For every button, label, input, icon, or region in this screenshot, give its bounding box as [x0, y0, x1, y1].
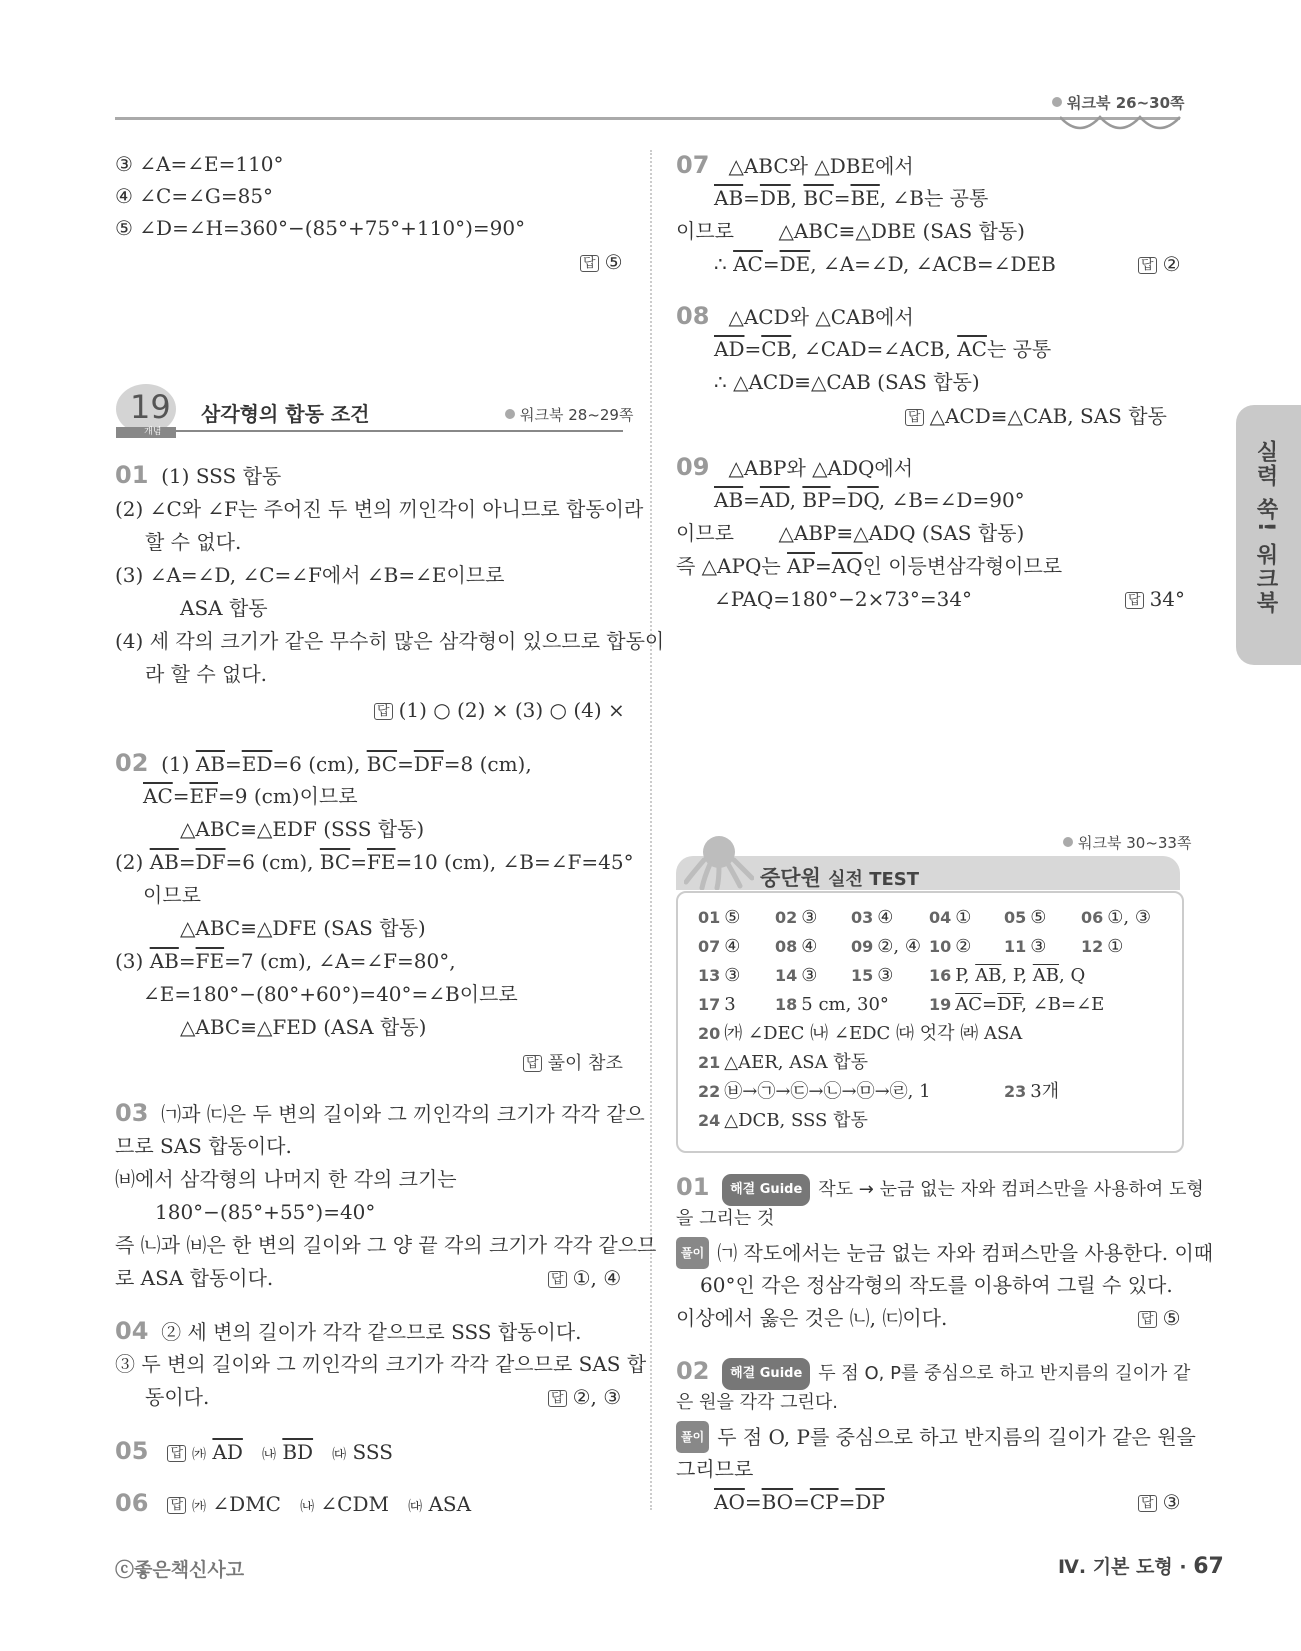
section-ref	[505, 404, 633, 425]
problem-04-line1	[115, 1316, 582, 1347]
item-number: 21	[698, 1053, 721, 1072]
problem-08-line3: ∴ △ACD≡△CAB (SAS 합동)	[714, 370, 980, 394]
r02-answer	[1138, 1487, 1181, 1517]
header-ref-text: 워크북 26~30쪽	[1067, 94, 1185, 112]
t: ㈀과 ㈂은 두 변의 길이와 그 끼인각의 크기가 각각 같으	[161, 1102, 645, 1126]
problem-01-answer	[374, 695, 625, 725]
side-tab-label: 실력 쑥! 워크북	[1253, 440, 1278, 616]
problem-04-line3: 동이다.	[145, 1385, 210, 1409]
seg: $\overline{CB}$	[761, 337, 792, 361]
section-number: 19	[130, 388, 171, 426]
t: =	[762, 252, 780, 276]
item-value: ①, ③	[1107, 907, 1151, 928]
t: ∴	[714, 252, 734, 276]
seg: $\overline{BC}$	[366, 752, 398, 776]
problem-02-line9: △ABC≡△FED (ASA 합동)	[180, 1015, 427, 1039]
problem-08-line2	[714, 334, 1051, 364]
problem-09-line1	[676, 452, 913, 483]
footer-publisher: ⓒ좋은책신사고	[115, 1559, 245, 1581]
t: =10 (cm), ∠B=∠F=45°	[395, 850, 634, 874]
problem-09-answer	[1125, 584, 1185, 614]
test-ref	[1063, 832, 1191, 853]
test-ref-text: 워크북 30~33쪽	[1078, 834, 1192, 852]
seg: $\overline{DB}$	[759, 186, 791, 210]
problem-07-line2: $\overline{AB}=\overline{DB}$, $\overline{BC}=\overline{BE}$, ∠B는 공통	[714, 186, 989, 210]
item-number: 08	[775, 937, 798, 956]
label: ㈏	[261, 1447, 276, 1463]
t: △ACD와 △CAB에서	[728, 305, 914, 329]
column-divider	[650, 150, 652, 1510]
t: =	[744, 337, 762, 361]
t: 인 이등변삼각형이므로	[862, 554, 1063, 578]
item-number: 14	[775, 966, 798, 985]
problem-number: 06	[115, 1489, 149, 1517]
answer-mark: 답	[523, 1055, 542, 1072]
item-value: △DCB, SSS 합동	[724, 1110, 868, 1131]
text: (1) SSS 합동	[161, 464, 282, 488]
bullet-icon	[1063, 837, 1073, 847]
problem-09-line3	[676, 518, 1024, 548]
value: SSS	[352, 1440, 393, 1464]
item-number: 10	[929, 937, 952, 956]
problem-02-line4	[115, 847, 634, 877]
seg: $\overline{DF}$	[195, 850, 226, 874]
test-item	[851, 934, 921, 960]
answer-value: ②, ③	[572, 1385, 622, 1409]
seg: $\overline{DF}$	[413, 752, 444, 776]
test-item	[851, 905, 893, 931]
t: =	[397, 752, 414, 776]
r02-sol-line2: 그리므로	[676, 1457, 754, 1481]
item-number: 01	[698, 908, 721, 927]
t: P,	[955, 965, 976, 986]
answer-mark: 답	[548, 1390, 567, 1407]
r01-sol-line2: 60°인 각은 정삼각형의 작도를 이용하여 그릴 수 있다.	[700, 1273, 1173, 1297]
solution-tag: 풀이	[676, 1237, 709, 1269]
item-number: 06	[1081, 908, 1104, 927]
t: 두 점 O, P를 중심으로 하고 반지름의 길이가 같은 원을	[717, 1425, 1196, 1449]
answer-mark: 답	[580, 255, 599, 272]
problem-number: 03	[115, 1099, 149, 1127]
test-item	[775, 934, 817, 960]
problem-07-line3	[676, 216, 1025, 246]
test-title-sub: 실전 TEST	[828, 869, 920, 890]
footer-page-number: 67	[1193, 1554, 1224, 1579]
problem-03-line5: 즉 ㈁과 ㈅은 한 변의 길이와 그 양 끝 각의 크기가 각각 같으므	[115, 1233, 657, 1257]
seg: $\overline{AP}$	[787, 554, 815, 578]
problem-09-line2: $\overline{AB}=\overline{AD}$, $\overline{BP}=\overline{DQ}$, ∠B=∠D=90°	[714, 488, 1025, 512]
problem-03-line4: 180°−(85°+55°)=40°	[155, 1200, 376, 1224]
t: =6 (cm),	[225, 850, 320, 874]
t: , ∠B는 공통	[879, 186, 989, 210]
seg: $\overline{CP}$	[809, 1490, 839, 1514]
bullet-icon	[505, 409, 515, 419]
t: △ABP와 △ADQ에서	[728, 456, 914, 480]
seg: $\overline{BC}$	[319, 850, 351, 874]
problem-number: 08	[676, 302, 710, 330]
seg: $\overline{EF}$	[189, 784, 218, 808]
t: 이므로	[676, 219, 734, 243]
item-number: 18	[775, 995, 798, 1014]
t: =	[743, 186, 760, 210]
t: =	[743, 488, 760, 512]
seg: $\overline{BE}$	[850, 186, 880, 210]
seg: $\overline{AQ}$	[831, 554, 863, 578]
answer-value: ②	[1162, 252, 1181, 276]
answer-value: (1) ○ (2) × (3) ○ (4) ×	[398, 698, 625, 722]
t: △ABP≡△ADQ (SAS 합동)	[778, 521, 1025, 545]
problem-01-line7: 라 할 수 없다.	[145, 662, 268, 686]
footer-page-info	[1058, 1552, 1224, 1579]
item-number: 05	[1004, 908, 1027, 927]
answer-mark: 답	[548, 1271, 567, 1288]
item-value: 5 cm, 30°	[801, 994, 889, 1015]
item-value: ①	[955, 907, 972, 928]
item-value: ②, ④	[877, 936, 921, 957]
problem-04-answer	[548, 1382, 621, 1412]
section-title: 삼각형의 합동 조건	[201, 402, 370, 426]
answer-mark: 답	[1125, 592, 1144, 609]
problem-07-line1	[676, 150, 914, 181]
t: =	[814, 554, 832, 578]
test-item	[929, 934, 971, 960]
answer-value: ⑤	[1162, 1306, 1181, 1330]
answer-mark: 답	[1138, 1495, 1157, 1512]
item-value: 3개	[1030, 1081, 1060, 1102]
test-title	[760, 862, 919, 892]
r01-guide-line1	[676, 1172, 1204, 1206]
problem-number: 02	[676, 1357, 710, 1385]
answer-mark: 답	[167, 1445, 186, 1462]
t: =8 (cm),	[443, 752, 532, 776]
test-item-24	[698, 1108, 868, 1134]
header-workbook-ref	[1052, 92, 1185, 113]
item-value: ㉥→㉠→㉢→㉡→㉤→㉣, 1	[724, 1081, 931, 1102]
problem-02-line5: 이므로	[143, 883, 201, 907]
test-item-17	[698, 992, 736, 1018]
test-item	[1081, 905, 1151, 931]
test-title-main: 중단원	[760, 866, 821, 890]
test-item	[775, 963, 817, 989]
problem-03-line3: ㈅에서 삼각형의 나머지 한 각의 크기는	[115, 1167, 457, 1191]
problem-02-line3: △ABC≡△EDF (SSS 합동)	[180, 817, 425, 841]
item-number: 04	[929, 908, 952, 927]
t: 즉 △APQ는	[676, 554, 788, 578]
item-number: 02	[775, 908, 798, 927]
item-value: ④	[724, 936, 741, 957]
test-item	[698, 934, 740, 960]
item-value: ③	[724, 965, 741, 986]
label: ㈐	[408, 1499, 423, 1515]
problem-01-line6: (4) 세 각의 크기가 같은 무수히 많은 삼각형이 있으므로 합동이	[115, 629, 665, 653]
t: 작도 → 눈금 없는 자와 컴퍼스만을 사용하여 도형	[818, 1179, 1204, 1200]
seg: $\overline{DF}$	[997, 994, 1022, 1015]
r02-guide-line1	[676, 1356, 1190, 1390]
value: ASA	[428, 1492, 472, 1516]
item-value: △AER, ASA 합동	[724, 1052, 869, 1073]
t: =7 (cm), ∠A=∠F=80°,	[224, 949, 456, 973]
value: ∠DMC	[212, 1492, 281, 1516]
t: △ABC≡△DBE (SAS 합동)	[778, 219, 1025, 243]
seg: $\overline{DQ}$	[847, 488, 879, 512]
seg: $\overline{BO}$	[761, 1490, 794, 1514]
item-value: ㈎ ∠DEC ㈏ ∠EDC ㈐ 엇각 ㈑ ASA	[724, 1023, 1023, 1044]
t: =	[833, 186, 851, 210]
item-value: ⑤	[724, 907, 741, 928]
problem-number: 01	[676, 1173, 710, 1201]
left-top-line4: ④ ∠C=∠G=85°	[115, 184, 274, 208]
bullet-icon	[1052, 97, 1062, 107]
answer-value: 34°	[1149, 587, 1186, 611]
section-rule	[170, 430, 623, 432]
item-number: 09	[851, 937, 874, 956]
seg: $\overline{AD}$	[759, 488, 790, 512]
item-number: 24	[698, 1111, 721, 1130]
seg: $\overline{AD}$	[714, 337, 745, 361]
problem-01-line4: (3) ∠A=∠D, ∠C=∠F에서 ∠B=∠E이므로	[115, 563, 505, 587]
problem-number: 09	[676, 453, 710, 481]
test-item	[698, 963, 740, 989]
answer-value: 풀이 참조	[547, 1053, 623, 1074]
value: $\overline{AD}$	[212, 1440, 243, 1464]
item-value: ④	[877, 907, 894, 928]
footer-sep: ·	[1179, 1556, 1187, 1578]
test-item-22	[698, 1079, 931, 1105]
test-item-23	[1004, 1079, 1059, 1105]
t: △ABC와 △DBE에서	[728, 154, 914, 178]
t: =	[982, 994, 998, 1015]
seg: $\overline{FE}$	[366, 850, 396, 874]
item-number: 13	[698, 966, 721, 985]
header-rule	[115, 117, 1180, 120]
test-item-19	[929, 992, 1104, 1018]
problem-07-answer	[1138, 249, 1181, 279]
item-number: 11	[1004, 937, 1027, 956]
problem-02-line2	[143, 781, 358, 811]
problem-number: 02	[115, 749, 149, 777]
r01-answer	[1138, 1303, 1181, 1333]
problem-02-line1	[115, 748, 532, 779]
item-value: 3	[724, 994, 736, 1015]
problem-03-line6: 로 ASA 합동이다.	[115, 1266, 274, 1290]
item-number: 19	[929, 995, 952, 1014]
answer-mark: 답	[1138, 257, 1157, 274]
t: =	[744, 1490, 762, 1514]
t: , ∠CAD=∠ACB,	[791, 337, 958, 361]
seg: $\overline{AB}$	[714, 488, 744, 512]
label: ㈏	[300, 1499, 315, 1515]
item-value: ③	[1030, 936, 1047, 957]
section-ref-text: 워크북 28~29쪽	[520, 406, 634, 424]
item-number: 20	[698, 1024, 721, 1043]
answer-value: ③	[1162, 1490, 1181, 1514]
seg: $\overline{DP}$	[855, 1490, 885, 1514]
left-top-line3: ③ ∠A=∠E=110°	[115, 152, 284, 176]
t: , Q	[1059, 965, 1086, 986]
item-number: 07	[698, 937, 721, 956]
seg: $\overline{AB}$	[714, 186, 744, 210]
answer-value: ①, ④	[572, 1266, 622, 1290]
problem-03-line1	[115, 1098, 645, 1129]
answer-mark: 답	[374, 703, 393, 720]
r01-sol-line1	[676, 1237, 1213, 1269]
header-wave-decoration	[1060, 115, 1182, 137]
seg: $\overline{ED}$	[241, 752, 273, 776]
test-item	[1004, 905, 1046, 931]
seg: $\overline{AC}$	[143, 784, 173, 808]
value: ∠CDM	[320, 1492, 389, 1516]
seg: $\overline{AB}$	[975, 965, 1002, 986]
test-item-20	[698, 1021, 1022, 1047]
label: ㈐	[332, 1447, 347, 1463]
item-number: 12	[1081, 937, 1104, 956]
problem-02-answer	[523, 1047, 623, 1079]
guide-tag: 해결 Guide	[722, 1358, 810, 1390]
problem-04-line2: ③ 두 변의 길이와 그 끼인각의 크기가 각각 같으므로 SAS 합	[115, 1352, 647, 1376]
problem-09-line5: ∠PAQ=180°−2×73°=34°	[714, 587, 973, 611]
r02-sol-line3	[714, 1487, 885, 1517]
left-top-line5: ⑤ ∠D=∠H=360°−(85°+75°+110°)=90°	[115, 216, 526, 240]
problem-09-line4	[676, 551, 1062, 581]
item-value: ③	[801, 965, 818, 986]
seg: $\overline{BP}$	[802, 488, 831, 512]
test-item-16	[929, 963, 1085, 989]
item-value: ②	[955, 936, 972, 957]
item-number: 15	[851, 966, 874, 985]
test-item-18	[775, 992, 889, 1018]
problem-03-line2: 므로 SAS 합동이다.	[115, 1134, 292, 1158]
test-item-21	[698, 1050, 868, 1076]
t: =	[830, 488, 848, 512]
r01-guide-line2: 을 그리는 것	[676, 1208, 775, 1229]
problem-number: 05	[115, 1437, 149, 1465]
problem-02-line8: ∠E=180°−(80°+60°)=40°=∠B이므로	[143, 982, 518, 1006]
t: ② 세 변의 길이가 각각 같으므로 SSS 합동이다.	[161, 1320, 582, 1344]
test-item	[1081, 934, 1123, 960]
item-value: ③	[801, 907, 818, 928]
seg: $\overline{AB}$	[149, 949, 179, 973]
value: $\overline{BD}$	[282, 1440, 314, 1464]
footer-chapter: Ⅳ. 기본 도형	[1058, 1556, 1173, 1578]
t: (1)	[161, 752, 196, 776]
octopus-icon	[684, 830, 754, 890]
problem-08-line1	[676, 301, 914, 332]
problem-01-line1	[115, 460, 281, 491]
test-item	[775, 905, 817, 931]
answer-mark: 답	[167, 1497, 186, 1514]
seg: $\overline{AB}$	[195, 752, 225, 776]
problem-03-answer	[548, 1263, 621, 1293]
item-number: 23	[1004, 1082, 1027, 1101]
left-top-answer	[580, 247, 623, 277]
answer-value: △ACD≡△CAB, SAS 합동	[929, 404, 1167, 428]
item-number: 16	[929, 966, 952, 985]
t: (2)	[115, 850, 150, 874]
item-value: ③	[877, 965, 894, 986]
r02-guide-line2: 은 원을 각각 그린다.	[676, 1392, 838, 1413]
test-item	[1004, 934, 1046, 960]
item-number: 03	[851, 908, 874, 927]
t: =	[172, 784, 190, 808]
section-sub: 개념	[144, 427, 162, 437]
t: , ∠B=∠D=90°	[878, 488, 1025, 512]
problem-07-line4	[714, 249, 1056, 279]
problem-01-line3: 할 수 없다.	[145, 530, 242, 554]
t: =	[178, 850, 196, 874]
test-item	[929, 905, 971, 931]
item-value: ①	[1107, 936, 1124, 957]
answer-value: ⑤	[604, 250, 623, 274]
seg: $\overline{DE}$	[779, 252, 811, 276]
seg: $\overline{AC}$	[733, 252, 763, 276]
t: =	[838, 1490, 856, 1514]
t: , ∠A=∠D, ∠ACB=∠DEB	[810, 252, 1056, 276]
t: 두 점 O, P를 중심으로 하고 반지름의 길이가 같	[818, 1363, 1191, 1384]
solution-tag: 풀이	[676, 1421, 709, 1453]
t: 이므로	[676, 521, 734, 545]
label: ㈎	[192, 1499, 207, 1515]
problem-02-line6: △ABC≡△DFE (SAS 합동)	[180, 916, 426, 940]
problem-number: 04	[115, 1317, 149, 1345]
seg: $\overline{AB}$	[149, 850, 179, 874]
problem-01-line5: ASA 합동	[180, 596, 268, 620]
r01-sol-line3: 이상에서 옳은 것은 ㈁, ㈂이다.	[676, 1306, 948, 1330]
item-value: ⑤	[1030, 907, 1047, 928]
seg: $\overline{BC}$	[803, 186, 834, 210]
t: =9 (cm)이므로	[218, 784, 358, 808]
problem-number: 01	[115, 461, 149, 489]
r02-sol-line1	[676, 1421, 1196, 1453]
guide-tag: 해결 Guide	[722, 1174, 810, 1206]
t: , ∠B=∠E	[1021, 994, 1105, 1015]
answer-mark: 답	[1138, 1311, 1157, 1328]
seg: $\overline{AC}$	[957, 337, 987, 361]
test-item	[851, 963, 893, 989]
problem-02-line7	[115, 946, 456, 976]
label: ㈎	[192, 1447, 207, 1463]
t: , P,	[1001, 965, 1033, 986]
problem-06	[115, 1488, 471, 1522]
problem-05	[115, 1436, 393, 1470]
problem-01-line2: (2) ∠C와 ∠F는 주어진 두 변의 끼인각이 아니므로 합동이라	[115, 497, 644, 521]
answer-mark: 답	[905, 409, 924, 426]
seg: $\overline{AB}$	[1032, 965, 1060, 986]
seg: $\overline{AO}$	[714, 1490, 745, 1514]
t: =6 (cm),	[272, 752, 367, 776]
item-number: 17	[698, 995, 721, 1014]
seg: $\overline{FE}$	[195, 949, 225, 973]
t: =	[793, 1490, 810, 1514]
item-number: 22	[698, 1082, 721, 1101]
t: (3)	[115, 949, 150, 973]
t: =	[178, 949, 196, 973]
t: =	[350, 850, 367, 874]
item-value: ④	[801, 936, 818, 957]
t: ㈀ 작도에서는 눈금 없는 자와 컴퍼스만을 사용한다. 이때	[717, 1241, 1214, 1265]
problem-number: 07	[676, 151, 710, 179]
problem-08-answer	[905, 401, 1167, 431]
seg: $\overline{AC}$	[955, 994, 983, 1015]
test-item	[698, 905, 740, 931]
t: 는 공통	[986, 337, 1052, 361]
t: =	[224, 752, 242, 776]
